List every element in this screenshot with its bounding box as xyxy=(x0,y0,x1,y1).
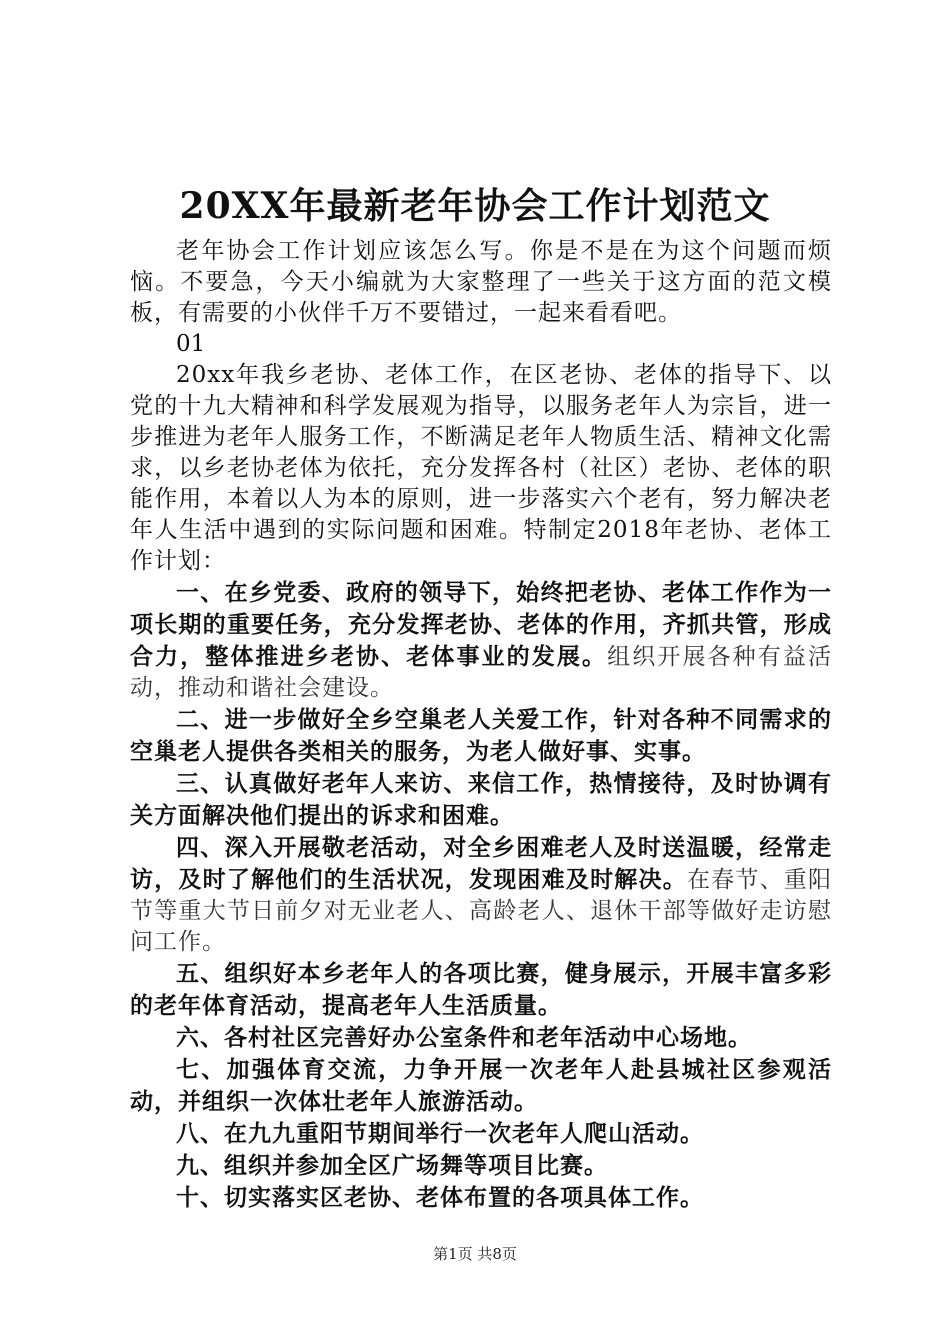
plan-item-5-bold: 五、组织好本乡老年人的各项比赛，健身展示，开展丰富多彩的老年体育活动，提高老年人生活质量。 xyxy=(130,960,832,1019)
plan-item-8-bold: 八、在九九重阳节期间举行一次老年人爬山活动。 xyxy=(176,1120,704,1147)
plan-item-2-bold: 二、进一步做好全乡空巢老人关爱工作，针对各种不同需求的空巢老人提供各类相关的服务，为老人做好事、实事。 xyxy=(130,706,832,765)
plan-item-10 xyxy=(130,1182,832,1214)
plan-item-9-bold: 九、组织并参加全区广场舞等项目比赛。 xyxy=(176,1152,608,1179)
page-footer: 第1页 共8页 xyxy=(433,1245,517,1263)
opening-paragraph: 20xx年我乡老协、老体工作，在区老协、老体的指导下、以党的十九大精神和科学发展观为指导，以服务老年人为宗旨，进一步推进为老年人服务工作，不断满足老年人物质生活、精神文化需求，以乡老协老体为依托，充分发挥各村（社区）老协、老体的职能作用，本着以人为本的原则，进一步落实六个老有，努力解决老年人生活中遇到的实际问题和困难。特制定2018年老协、老体工作计划： xyxy=(130,362,832,574)
section-number: 01 xyxy=(176,331,206,357)
plan-item-1 xyxy=(130,577,832,704)
plan-item-4-plain: 在春节、重阳节等重大节日前夕对无业老人、高龄老人、退休干部等做好走访慰问工作。 xyxy=(130,867,833,955)
document-title: 20XX年最新老年协会工作计划范文 xyxy=(179,185,771,227)
plan-item-3 xyxy=(130,768,832,832)
intro-paragraph: 老年协会工作计划应该怎么写。你是不是在为这个问题而烦恼。不要急，今天小编就为大家整理了一些关于这方面的范文模板，有需要的小伙伴千万不要错过，一起来看看吧。 xyxy=(130,238,832,326)
plan-item-4-bold: 四、深入开展敬老活动，对全乡困难老人及时送温暖，经常走访，及时了解他们的生活状况，发现困难及时解决。 xyxy=(130,834,832,893)
plan-item-5 xyxy=(130,958,832,1022)
plan-item-4 xyxy=(130,832,832,958)
plan-item-7-bold: 七、加强体育交流，力争开展一次老年人赴县城社区参观活动，并组织一次体壮老年人旅游活动。 xyxy=(130,1056,832,1115)
plan-item-6 xyxy=(130,1022,832,1054)
plan-item-3-bold: 三、认真做好老年人来访、来信工作，热情接待，及时协调有关方面解决他们提出的诉求和困难。 xyxy=(130,770,832,829)
plan-item-2 xyxy=(130,704,832,768)
plan-item-1-plain: 组织开展各种有益活动，推动和谐社会建设。 xyxy=(130,644,833,701)
plan-item-10-bold: 十、切实落实区老协、老体布置的各项具体工作。 xyxy=(176,1184,704,1211)
plan-item-6-bold: 六、各村社区完善好办公室条件和老年活动中心场地。 xyxy=(176,1024,752,1051)
plan-item-9 xyxy=(130,1150,832,1182)
plan-item-8 xyxy=(130,1118,832,1150)
plan-item-7 xyxy=(130,1054,832,1118)
plan-item-1-bold: 一、在乡党委、政府的领导下，始终把老协、老体工作作为一项长期的重要任务，充分发挥老协、老体的作用，齐抓共管，形成合力，整体推进乡老协、老体事业的发展。 xyxy=(130,579,832,670)
document-body xyxy=(130,236,832,1214)
